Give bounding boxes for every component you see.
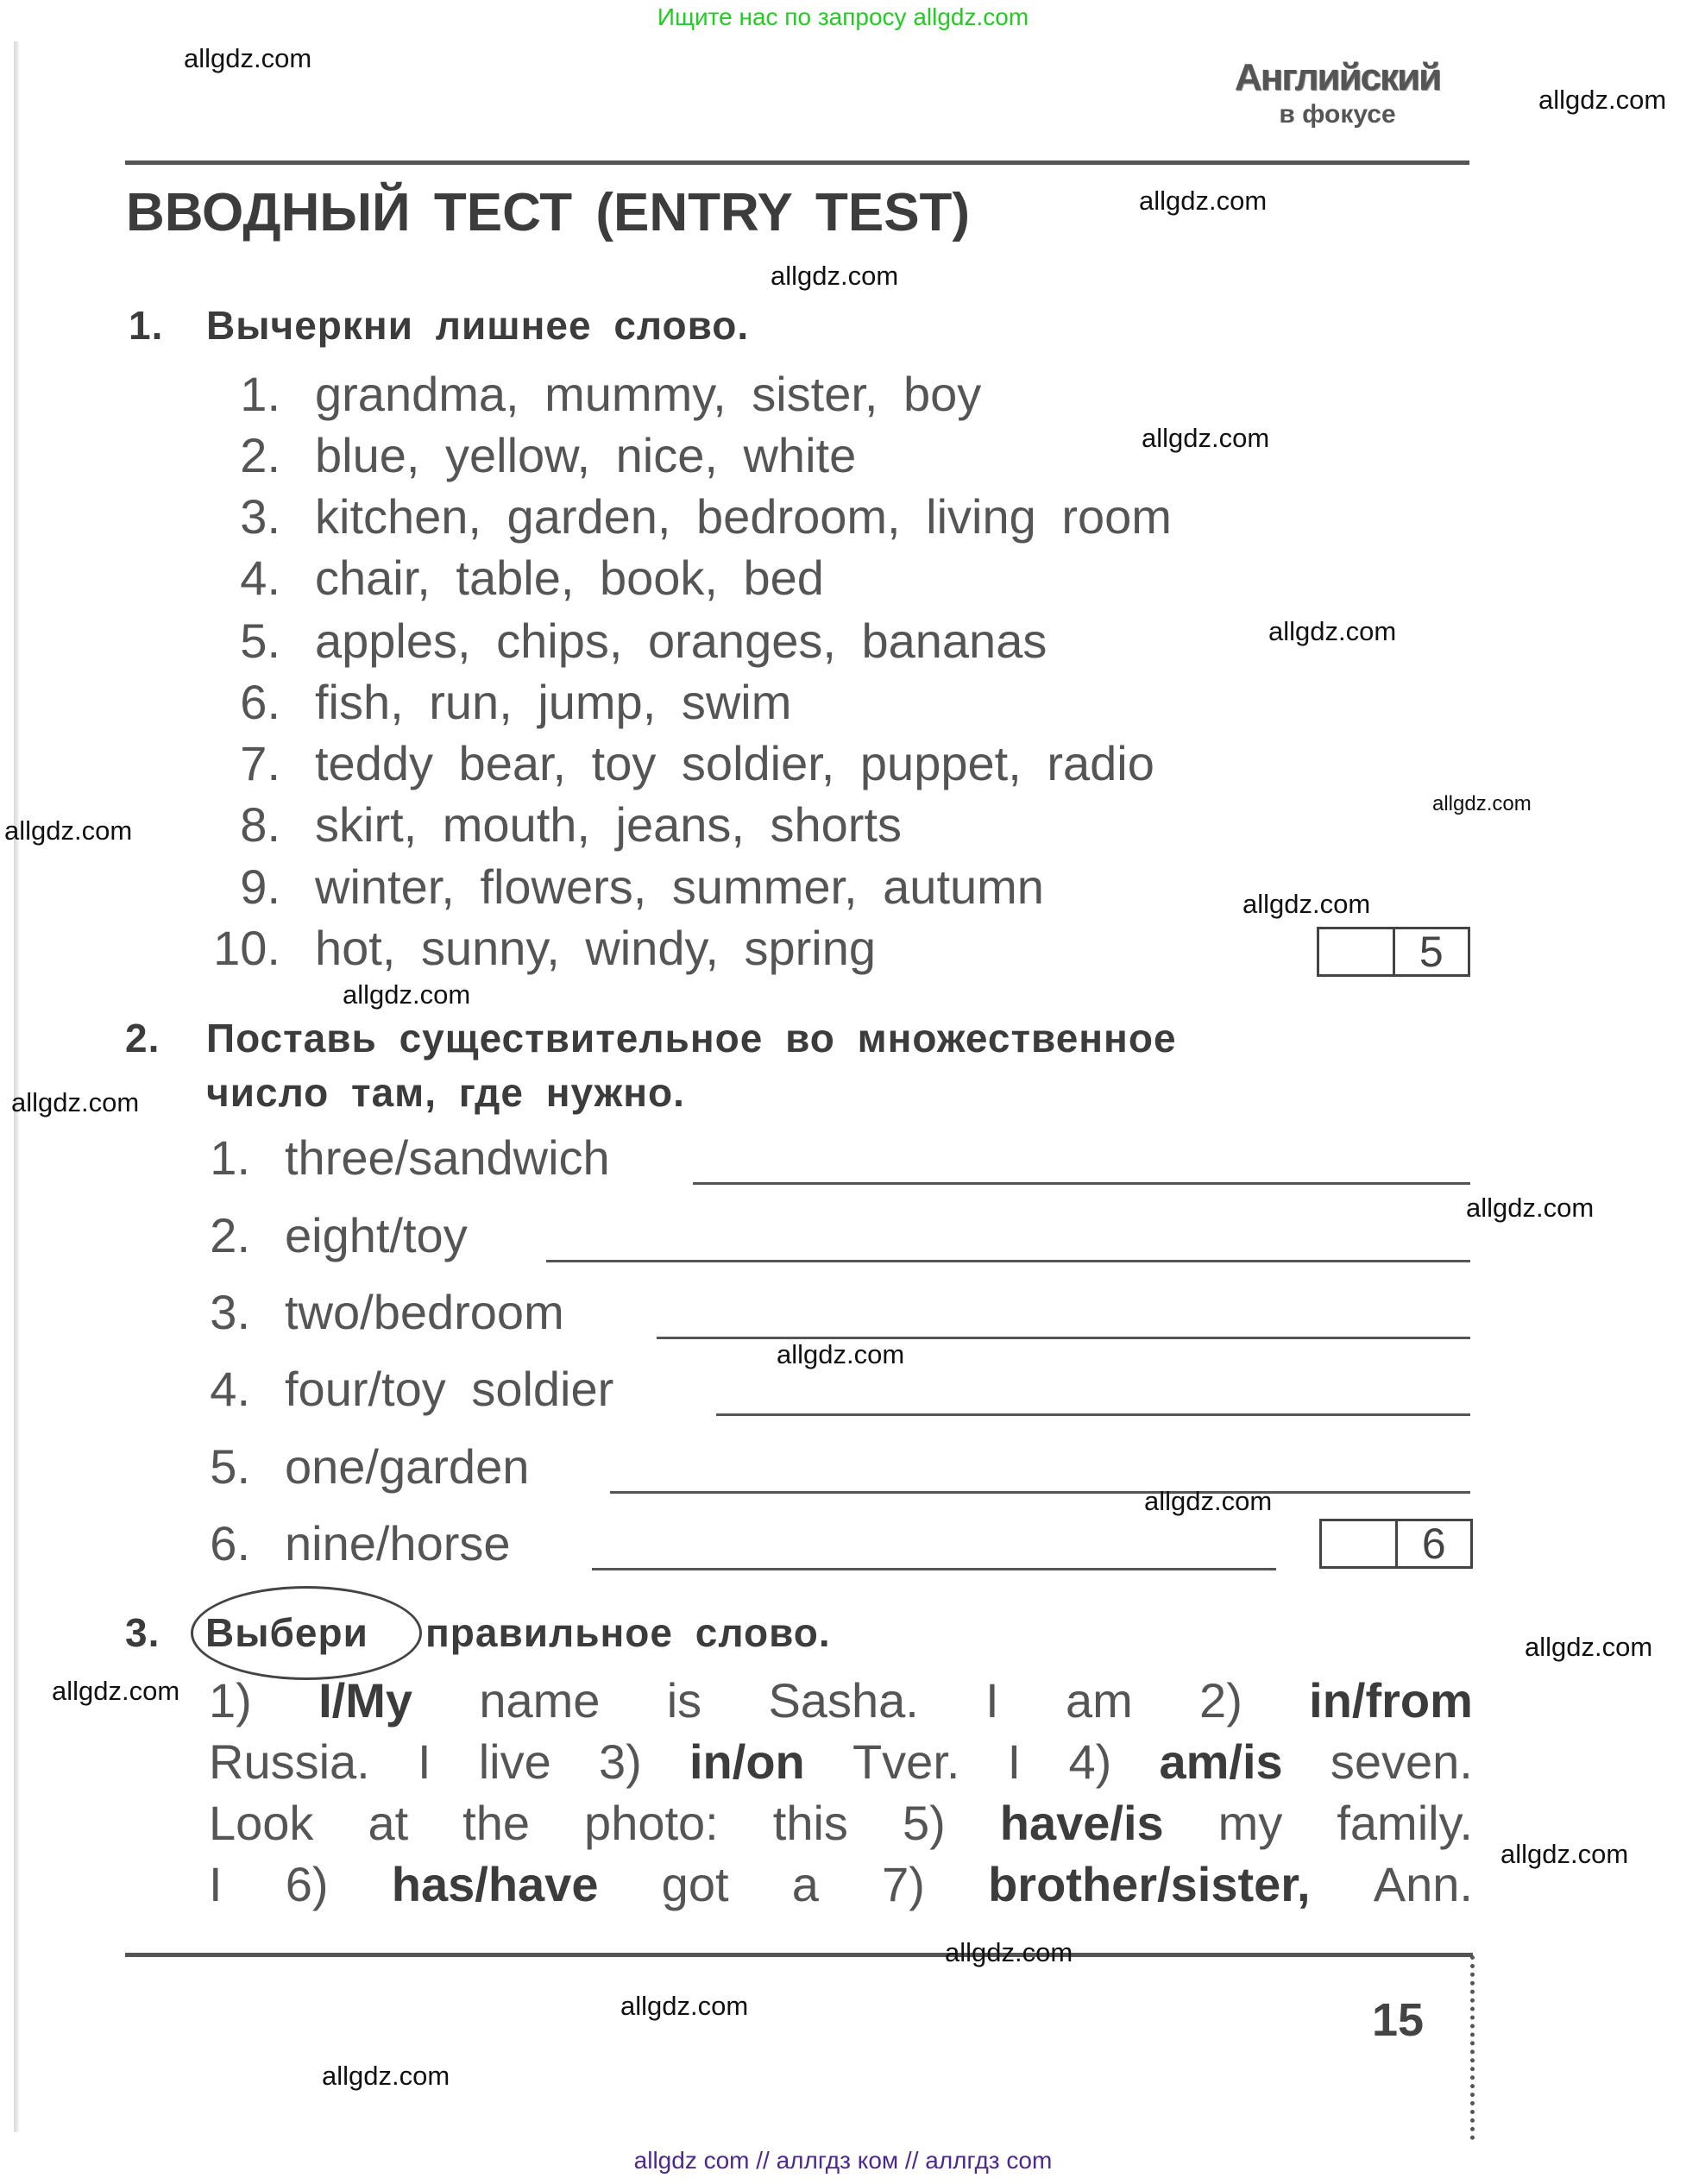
list-item — [203, 922, 876, 974]
task2-heading-line1: Поставь существительное во множественное — [206, 1016, 1177, 1061]
item-text: one/garden — [285, 1439, 530, 1494]
choice-option: has/have — [391, 1857, 599, 1911]
paragraph-line — [209, 1797, 1473, 1850]
item-number: 5. — [210, 1439, 250, 1494]
watermark: allgdz.com — [1139, 186, 1268, 216]
list-item — [203, 430, 856, 481]
word: live — [478, 1734, 551, 1789]
item-text: fish, run, jump, swim — [315, 675, 792, 729]
word: 2) — [1199, 1673, 1242, 1728]
item-number: 1. — [210, 1130, 250, 1185]
word: 3) — [598, 1734, 642, 1789]
list-item — [203, 615, 1047, 667]
word: 1) — [209, 1673, 252, 1728]
word: am — [1065, 1673, 1133, 1728]
word: Russia. — [209, 1734, 370, 1789]
item-number: 4. — [210, 1362, 250, 1416]
footer-rule — [125, 1953, 1473, 1957]
watermark: allgdz.com — [1142, 423, 1270, 453]
item-number: 4. — [240, 551, 280, 605]
item-number: 2. — [210, 1208, 250, 1262]
watermark: allgdz.com — [4, 815, 133, 846]
word: got — [661, 1857, 729, 1911]
word: 7) — [882, 1857, 925, 1911]
watermark: allgdz.com — [945, 1937, 1073, 1967]
list-item — [203, 677, 791, 728]
choice-option: am/is — [1159, 1734, 1283, 1789]
list-item — [173, 1363, 613, 1415]
score-value: 6 — [1395, 1521, 1471, 1566]
item-number: 9. — [240, 859, 280, 914]
logo-line2: в фокусе — [1279, 100, 1396, 129]
choice-option: have/is — [999, 1796, 1164, 1850]
item-text: nine/horse — [285, 1516, 511, 1570]
dotted-cut-line — [1470, 1955, 1475, 2140]
task1-heading: Вычеркни лишнее слово. — [206, 303, 750, 348]
word: I — [209, 1857, 223, 1911]
watermark: allgdz.com — [1500, 1839, 1629, 1869]
item-text: skirt, mouth, jeans, shorts — [315, 797, 903, 852]
answer-line[interactable] — [546, 1260, 1470, 1262]
list-item — [203, 861, 1044, 913]
answer-line[interactable] — [610, 1491, 1470, 1494]
watermark: allgdz.com — [1525, 1632, 1653, 1662]
word: at — [368, 1796, 409, 1850]
task2-number: 2. — [125, 1016, 160, 1061]
choice-option: brother/sister, — [988, 1857, 1311, 1911]
word: 4) — [1068, 1734, 1112, 1789]
score-box-2 — [1319, 1519, 1473, 1569]
watermark: allgdz.com — [343, 979, 471, 1010]
item-number: 6. — [240, 675, 280, 729]
item-text: blue, yellow, nice, white — [315, 428, 857, 482]
choice-option: I/My — [318, 1673, 413, 1728]
task3-heading-circled: Выбери — [205, 1610, 368, 1655]
watermark: allgdz.com — [1242, 889, 1371, 919]
choice-option: in/on — [689, 1734, 805, 1789]
header-rule — [125, 160, 1469, 165]
choice-option: in/from — [1309, 1673, 1473, 1728]
word: I — [1007, 1734, 1022, 1789]
list-item — [173, 1441, 529, 1493]
list-item — [173, 1132, 610, 1184]
top-ad-text: Ищите нас по запросу allgdz.com — [657, 3, 1029, 30]
watermark: allgdz.com — [184, 43, 312, 73]
item-text: grandma, mummy, sister, boy — [315, 367, 982, 421]
list-item — [173, 1287, 564, 1338]
answer-line[interactable] — [592, 1568, 1276, 1570]
word: my — [1217, 1796, 1283, 1850]
word: 5) — [902, 1796, 946, 1850]
item-number: 8. — [240, 797, 280, 852]
word: family. — [1337, 1796, 1473, 1850]
logo-line1: Английский — [1234, 56, 1441, 98]
word: I — [985, 1673, 999, 1728]
word: photo: — [584, 1796, 719, 1850]
word: name — [479, 1673, 601, 1728]
item-number: 3. — [210, 1285, 250, 1339]
item-number: 5. — [240, 614, 280, 668]
list-item — [203, 368, 981, 420]
watermark: allgdz.com — [1466, 1193, 1595, 1223]
word: Look — [209, 1796, 314, 1850]
list-item — [173, 1518, 511, 1570]
item-text: winter, flowers, summer, autumn — [315, 859, 1044, 914]
list-item — [203, 491, 1172, 543]
item-number: 7. — [240, 736, 280, 790]
item-number: 10. — [213, 921, 280, 975]
task2-heading-line2: число там, где нужно. — [206, 1070, 685, 1115]
paragraph-line — [209, 1674, 1473, 1728]
word: a — [791, 1857, 819, 1911]
watermark: allgdz.com — [1432, 792, 1532, 815]
watermark: allgdz.com — [322, 2061, 450, 2091]
word: 6) — [285, 1857, 329, 1911]
paragraph-line — [209, 1735, 1473, 1789]
list-item — [173, 1210, 468, 1262]
answer-line[interactable] — [716, 1413, 1470, 1416]
score-box-1 — [1317, 927, 1470, 977]
item-text: chair, table, book, bed — [315, 551, 824, 605]
watermark: allgdz.com — [1144, 1486, 1273, 1516]
item-text: hot, sunny, windy, spring — [315, 921, 877, 975]
list-item — [203, 799, 902, 851]
task3-number: 3. — [125, 1610, 160, 1655]
list-item — [203, 552, 824, 604]
item-number: 1. — [240, 367, 280, 421]
item-text: two/bedroom — [285, 1285, 564, 1339]
score-value: 5 — [1393, 929, 1469, 974]
word: Tver. — [852, 1734, 960, 1789]
bottom-ad-text: allgdz com // аллгдз ком // аллгдз com — [633, 2147, 1053, 2174]
list-item — [203, 738, 1154, 790]
watermark: allgdz.com — [1268, 616, 1397, 646]
page-title: ВВОДНЫЙ ТЕСТ (ENTRY TEST) — [126, 183, 971, 242]
item-text: three/sandwich — [285, 1130, 610, 1185]
watermark: allgdz.com — [1538, 85, 1667, 115]
item-number: 6. — [210, 1516, 250, 1570]
item-number: 3. — [240, 489, 280, 544]
word: this — [772, 1796, 848, 1850]
task3-heading: правильное слово. — [425, 1610, 831, 1655]
item-text: teddy bear, toy soldier, puppet, radio — [315, 736, 1154, 790]
item-text: eight/toy — [285, 1208, 468, 1262]
item-text: four/toy soldier — [285, 1362, 614, 1416]
watermark: allgdz.com — [620, 1991, 749, 2021]
answer-line[interactable] — [693, 1182, 1470, 1185]
paragraph-line — [209, 1858, 1473, 1911]
task1-number: 1. — [129, 303, 164, 348]
watermark: allgdz.com — [777, 1339, 905, 1369]
watermark: allgdz.com — [771, 261, 899, 291]
word: Ann. — [1373, 1857, 1473, 1911]
item-text: apples, chips, oranges, bananas — [315, 614, 1047, 668]
item-number: 2. — [240, 428, 280, 482]
watermark: allgdz.com — [11, 1087, 140, 1117]
watermark: allgdz.com — [52, 1676, 180, 1706]
item-text: kitchen, garden, bedroom, living room — [315, 489, 1172, 544]
word: I — [417, 1734, 431, 1789]
logo — [1225, 53, 1450, 128]
word: the — [462, 1796, 531, 1850]
word: is — [666, 1673, 702, 1728]
page-number: 15 — [1372, 1994, 1425, 2046]
word: seven. — [1330, 1734, 1473, 1789]
word: Sasha. — [768, 1673, 919, 1728]
